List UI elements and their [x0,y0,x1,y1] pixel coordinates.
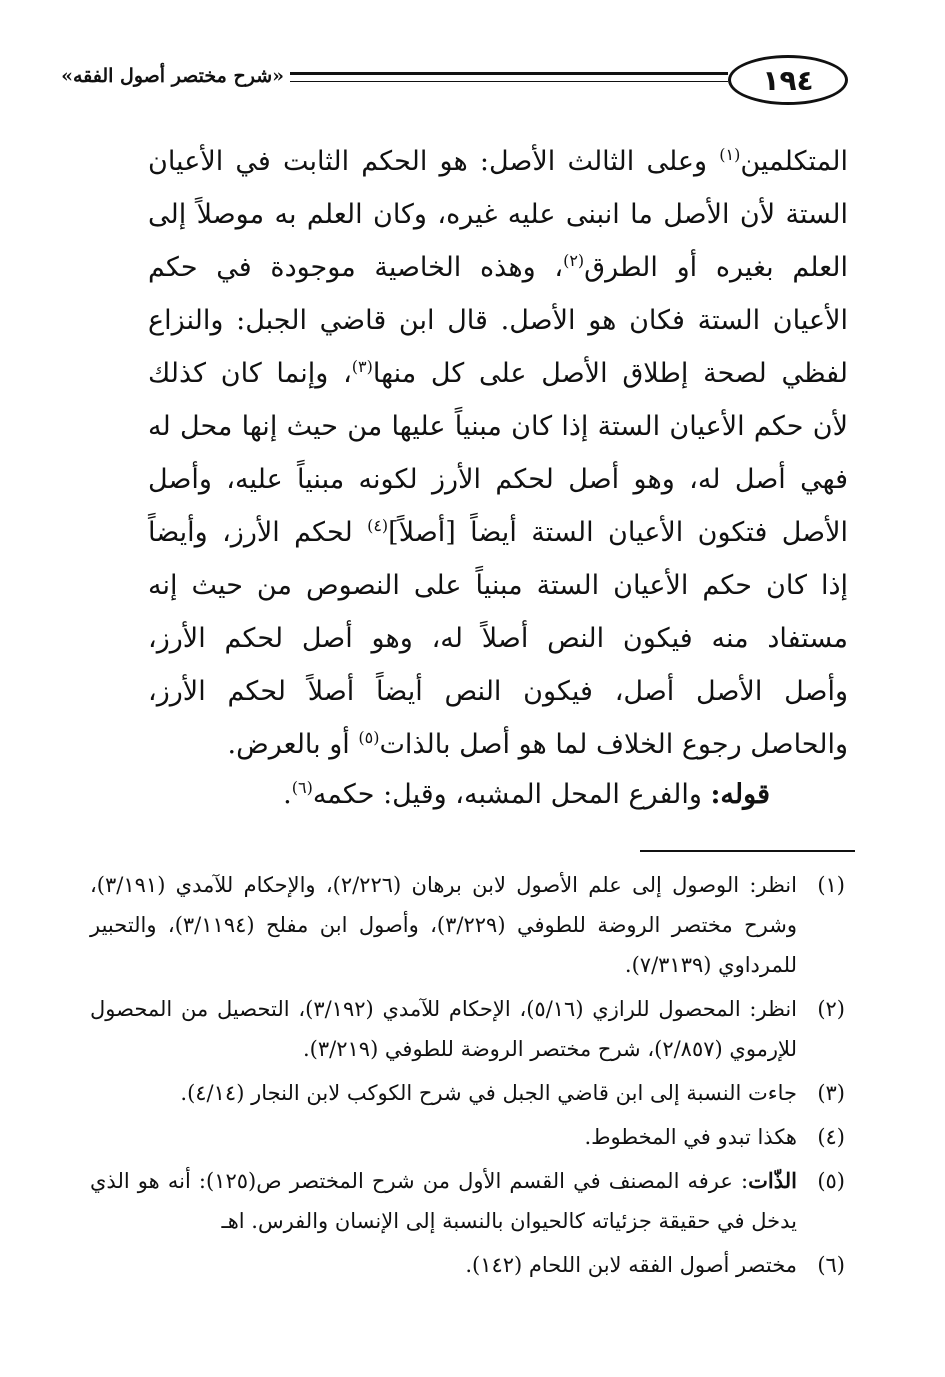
text-segment: ، وإنما كان كذلك [148,358,352,389]
footnote-6 [90,1245,845,1285]
footnote-ref-4: (٤) [367,516,389,535]
footnote-term: الذّات [748,1168,797,1193]
text-segment: ، وهذه الخاصية موجودة في حكم [148,252,564,283]
text-segment: العلم بغيره أو الطرق [584,252,849,283]
footnote-separator [640,850,855,852]
footnote-text: انظر: المحصول للرازي (٥/١٦)، الإحكام للآمدي (٣/١٩٢)، التحصيل من المحصول للإرموي (٢/٨٥٧)، شرح مختصر الروضة للطوفي (٣/٢١٩). [90,997,797,1061]
footnote-text: هكذا تبدو في المخطوط. [584,1125,797,1149]
footnote-2 [90,989,845,1069]
text-segment: الأصل فتكون الأعيان الستة أيضاً [أصلاً] [388,517,849,548]
header-rule [290,72,728,86]
footnote-number: (٣) [817,1081,845,1105]
quote-text: والفرع المحل المشبه، وقيل: حكمه [312,779,711,810]
footnotes [90,865,845,1289]
main-text [148,135,848,771]
text-line-11 [148,665,848,718]
text-segment: أو بالعرض. [227,729,359,760]
footnote-text: جاءت النسبة إلى ابن قاضي الجبل في شرح الكوكب لابن النجار (٤/١٤). [180,1081,797,1105]
text-segment: المتكلمين [740,146,848,177]
text-line-5 [148,347,848,400]
footnote-number: (٦) [817,1253,845,1277]
text-segment: إذا كان حكم الأعيان الستة مبنياً على النصوص من حيث إنه [148,570,848,601]
footnote-ref-1: (١) [719,145,741,164]
footnote-ref-5: (٥) [358,728,380,747]
text-segment: وأصل الأصل أصل، فيكون النص أيضاً أصلاً لحكم الأرز، [148,676,848,707]
quoted-matn [283,770,770,820]
text-line-4 [148,294,848,347]
text-segment: وعلى الثالث الأصل: هو الحكم الثابت في الأعيان [148,146,708,177]
footnote-ref-2: (٢) [563,251,585,270]
quote-end: . [283,779,292,810]
footnote-number: (٤) [817,1125,845,1149]
page-number: ١٩٤ [728,55,848,105]
text-segment: لفظي لصحة إطلاق الأصل على كل منها [372,358,848,389]
text-segment: فهي أصل له، وهو أصل لحكم الأرز لكونه مبنياً عليه، وأصل [148,464,848,495]
text-segment: لأن حكم الأعيان الستة إذا كان مبنياً عليها من حيث إنها محل له [148,411,848,442]
footnote-ref-6: (٦) [291,778,313,797]
footnote-ref-3: (٣) [351,357,373,376]
footnote-number: (٥) [817,1169,845,1193]
text-line-9 [148,559,848,612]
footnote-number: (١) [817,873,845,897]
text-segment: لحكم الأرز، وأيضاً [148,517,368,548]
footnote-4 [90,1117,845,1157]
footnote-text: انظر: الوصول إلى علم الأصول لابن برهان (٢/٢٢٦)، والإحكام للآمدي (٣/١٩١)، وشرح مختصر الروضة للطوفي (٣/٢٢٩)، وأصول ابن مفلح (٣/١١٩٤)، والتحبير للمرداوي (٧/٣١٣٩). [90,873,797,977]
text-line-12 [148,718,848,771]
text-segment: والحاصل رجوع الخلاف لما هو أصل بالذات [379,729,848,760]
footnote-text: : عرفه المصنف في القسم الأول من شرح المختصر ص(١٢٥): أنه هو الذي يدخل في حقيقة جزئياته كالحيوان بالنسبة إلى الإنسان والفرس. اهـ [90,1169,797,1233]
header-rule-thin [290,81,728,82]
text-segment: مستفاد منه فيكون النص أصلاً له، وهو أصل لحكم الأرز، [148,623,848,654]
footnote-1 [90,865,845,985]
text-line-2 [148,188,848,241]
header-rule-thick [290,72,728,75]
text-line-3 [148,241,848,294]
text-line-8 [148,506,848,559]
page-header [61,55,848,105]
text-line-6 [148,400,848,453]
text-line-10 [148,612,848,665]
text-line-7 [148,453,848,506]
footnote-3 [90,1073,845,1113]
footnote-number: (٢) [817,997,845,1021]
quote-label: قوله: [710,779,770,810]
text-line-1 [148,135,848,188]
footnote-5 [90,1161,845,1241]
running-title: «شرح مختصر أصول الفقه» [61,65,284,87]
text-segment: الأعيان الستة فكان هو الأصل. قال ابن قاضي الجبل: والنزاع [148,305,848,336]
text-segment: الستة لأن الأصل ما انبنى عليه غيره، وكان العلم به موصلاً إلى [148,199,848,230]
footnote-text: مختصر أصول الفقه لابن اللحام (١٤٢). [465,1253,797,1277]
